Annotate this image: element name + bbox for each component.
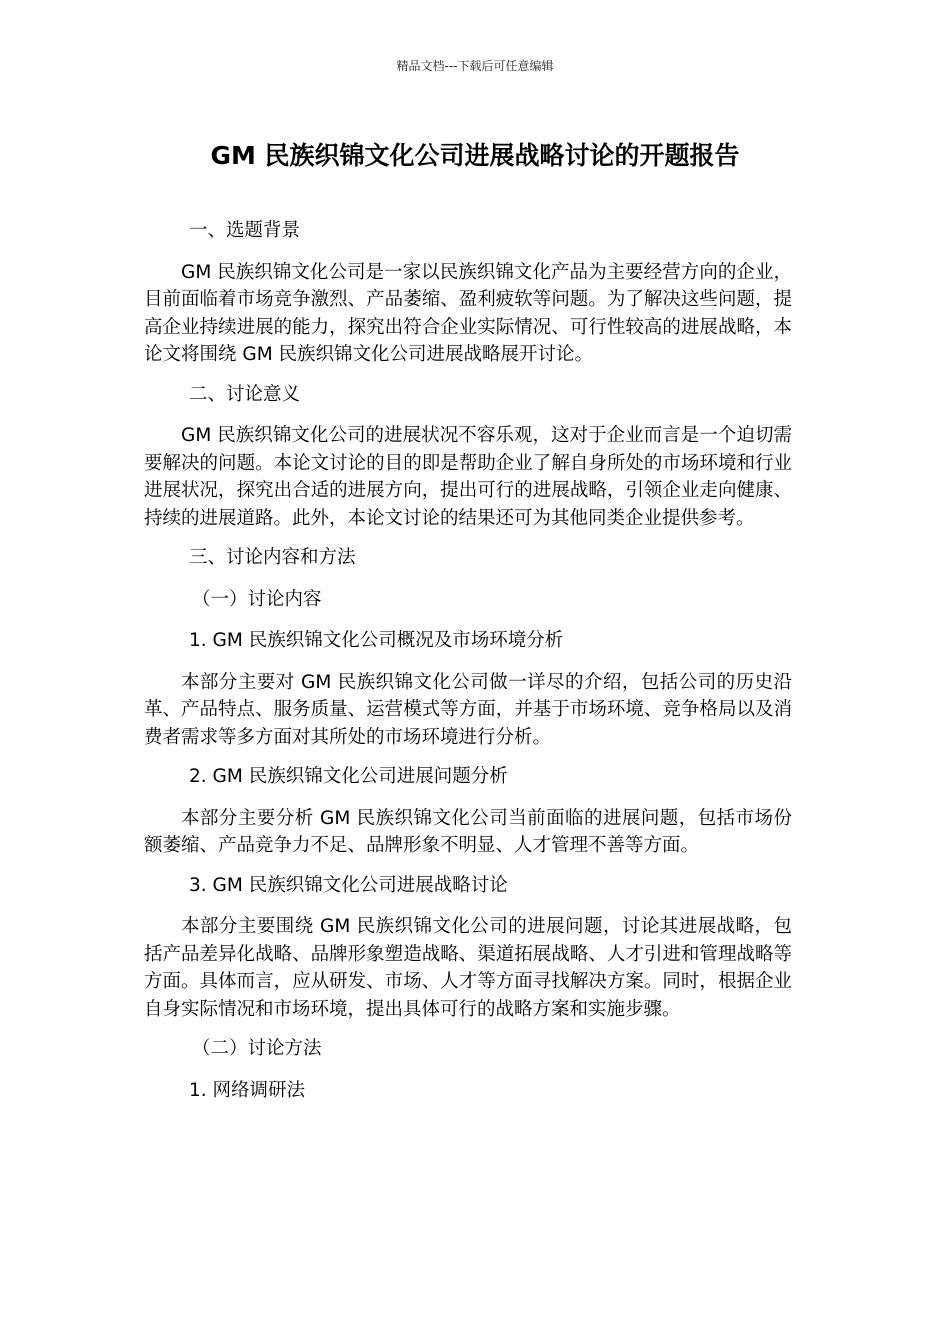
document-title: GM 民族织锦文化公司进展战略讨论的开题报告 (210, 141, 740, 170)
body-paragraph: GM 民族织锦文化公司的进展状况不容乐观，这对于企业而言是一个迫切需要解决的问题。本论文讨论的目的即是帮助企业了解自身所处的市场环境和行业进展状况，探究出合适的进展方向，提出可行的进展战略，引领企业走向健康、持续的进展道路。此外，本论文讨论的结果还可为其他同类企业提供参考。 (144, 425, 792, 529)
section-heading: 二、讨论意义 (189, 383, 301, 405)
numbered-heading: 2. GM 民族织锦文化公司进展问题分析 (189, 766, 508, 787)
body-paragraph: 本部分主要分析 GM 民族织锦文化公司当前面临的进展问题，包括市场份额萎缩、产品竞争力不足、品牌形象不明显、人才管理不善等方面。 (144, 807, 792, 856)
page-header-note: 精品文档---下载后可任意编辑 (396, 59, 554, 73)
body-paragraph: GM 民族织锦文化公司是一家以民族织锦文化产品为主要经营方向的企业，目前面临着市场竞争激烈、产品萎缩、盈利疲软等问题。为了解决这些问题，提高企业持续进展的能力，探究出符合企业实际情况、可行性较高的进展战略，本论文将围绕 GM 民族织锦文化公司进展战略展开讨论。 (144, 261, 792, 365)
subsection-heading: （二）讨论方法 (192, 1038, 322, 1059)
body-paragraph: 本部分主要对 GM 民族织锦文化公司做一详尽的介绍，包括公司的历史沿革、产品特点、服务质量、运营模式等方面，并基于市场环境、竞争格局以及消费者需求等多方面对其所处的市场环境进行分析。 (144, 671, 792, 748)
subsection-heading: （一）讨论内容 (192, 588, 322, 610)
body-paragraph: 本部分主要围绕 GM 民族织锦文化公司的进展问题，讨论其进展战略，包括产品差异化战略、品牌形象塑造战略、渠道拓展战略、人才引进和管理战略等方面。具体而言，应从研发、市场、人才等方面寻找解决方案。同时，根据企业自身实际情况和市场环境，提出具体可行的战略方案和实施步骤。 (144, 916, 792, 1020)
section-heading: 一、选题背景 (189, 220, 301, 241)
numbered-heading: 3. GM 民族织锦文化公司进展战略讨论 (189, 874, 508, 896)
section-heading: 三、讨论内容和方法 (189, 547, 356, 568)
numbered-heading: 1. GM 民族织锦文化公司概况及市场环境分析 (189, 630, 564, 651)
document-body (144, 217, 792, 1118)
numbered-heading: 1. 网络调研法 (189, 1079, 306, 1101)
